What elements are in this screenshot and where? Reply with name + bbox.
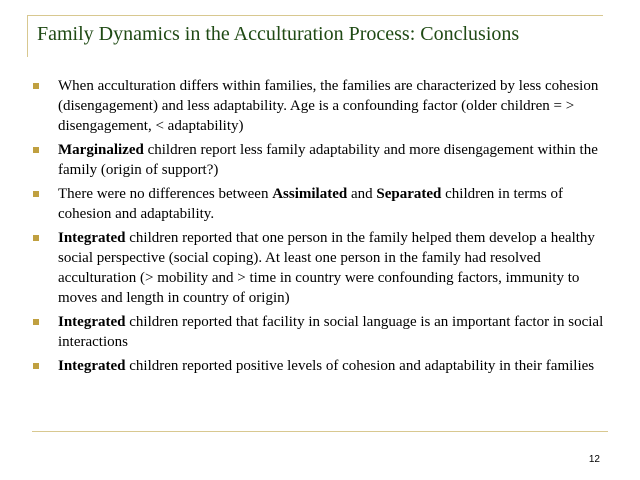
conclusions-bullet-list	[32, 76, 607, 380]
square-bullet-icon	[33, 319, 39, 325]
bullet-item	[32, 228, 607, 308]
bullet-text	[58, 358, 594, 374]
bullet-item	[32, 184, 607, 224]
bullet-item	[32, 356, 607, 376]
bullet-emphasis: Marginalized	[58, 142, 144, 158]
bullet-emphasis: Integrated	[58, 358, 126, 374]
bullet-body: children reported that one person in the family helped them develop a healthy social perspective (social coping). At least one person in the family had resolved acculturation (> mobility and > time in country were confounding factors, immunity to moves and length in country of origin)	[58, 230, 595, 306]
footer-rule	[32, 431, 608, 432]
bullet-body: children reported positive levels of cohesion and adaptability in their families	[125, 358, 595, 374]
bullet-body: and	[347, 186, 377, 202]
bullet-body: children report less family adaptability and more disengagement within the family (origin of support?)	[58, 142, 598, 178]
square-bullet-icon	[33, 363, 39, 369]
square-bullet-icon	[33, 191, 39, 197]
bullet-text	[58, 230, 595, 306]
bullet-text	[58, 186, 563, 222]
bullet-text	[58, 314, 603, 350]
bullet-item	[32, 76, 607, 136]
square-bullet-icon	[33, 83, 39, 89]
bullet-emphasis: Integrated	[58, 314, 126, 330]
title-frame-left-line	[27, 15, 28, 57]
bullet-body: When acculturation differs within families, the families are characterized by less cohesion (disengagement) and less adaptability. Age is a confounding factor (older children = > disengagement, < adaptability)	[58, 78, 599, 134]
bullet-emphasis: Integrated	[58, 230, 126, 246]
slide-title: Family Dynamics in the Acculturation Process: Conclusions	[37, 23, 520, 45]
bullet-body: children reported that facility in social language is an important factor in social interactions	[58, 314, 604, 350]
bullet-emphasis: Separated	[376, 186, 442, 202]
bullet-item	[32, 140, 607, 180]
bullet-body: There were no differences between	[58, 186, 273, 202]
page-number: 12	[588, 454, 600, 465]
bullet-emphasis: Assimilated	[272, 186, 348, 202]
title-frame-top-line	[27, 15, 603, 16]
square-bullet-icon	[33, 235, 39, 241]
bullet-text	[58, 142, 598, 178]
bullet-text	[58, 78, 598, 134]
bullet-item	[32, 312, 607, 352]
bullet-body: children in terms of cohesion and adaptability.	[58, 186, 564, 222]
square-bullet-icon	[33, 147, 39, 153]
